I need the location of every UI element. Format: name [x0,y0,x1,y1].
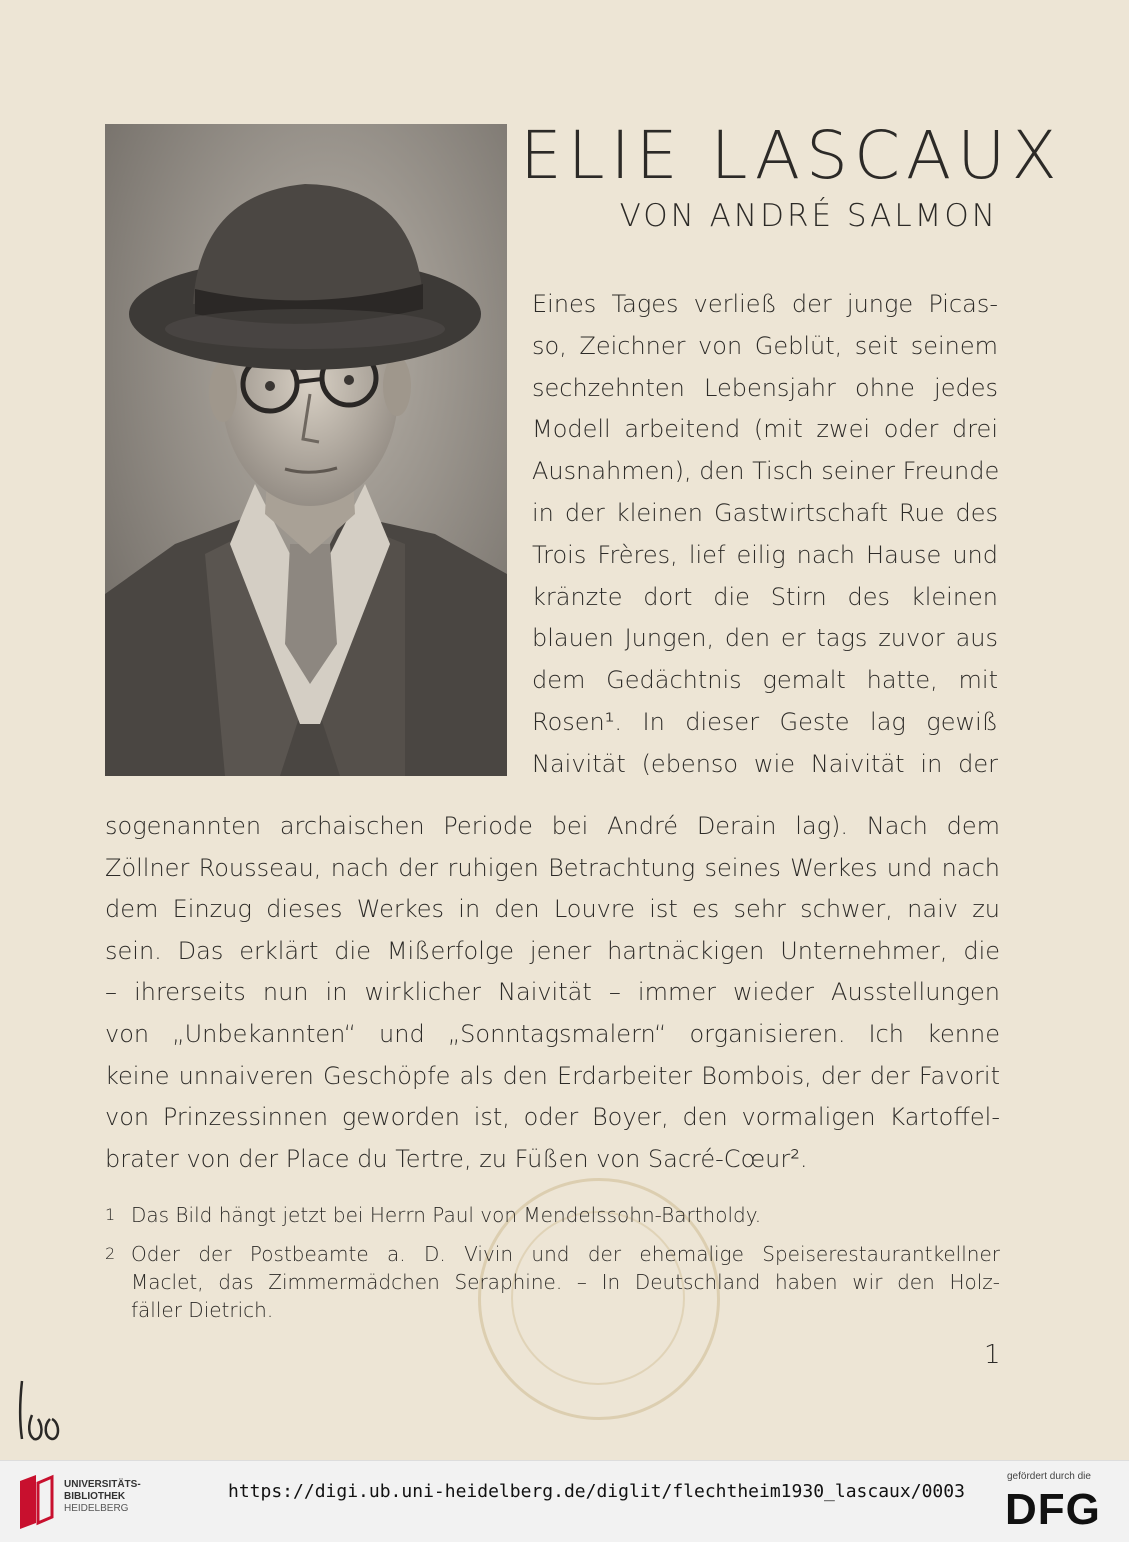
text-line: Eines Tages verließ der junge Picas- [532,290,998,318]
library-name-line: BIBLIOTHEK [64,1491,126,1502]
footnote-line [105,1240,1000,1268]
library-name [64,1479,141,1515]
library-logo-icon [16,1473,56,1529]
text-line: sein. Das erklärt die Mißerfolge jener hartnäckigen Unternehmer, die [105,936,1000,965]
footnote-text: Das Bild hängt jetzt bei Herrn Paul von Mendelssohn-Bartholdy. [131,1203,762,1227]
dfg-logo[interactable]: DFG [1005,1485,1101,1534]
text-line: in der kleinen Gastwirtschaft Rue des [532,498,998,527]
footnote-line: fäller Dietrich. [131,1298,274,1322]
footnote-2 [105,1240,1000,1324]
footnote-marker: 2 [105,1244,116,1263]
text-line: kränzte dort die Stirn des kleinen [532,582,998,611]
portrait-image [105,124,507,776]
footnote-1 [105,1201,1000,1229]
text-line: keine unnaiveren Geschöpfe als den Erdarbeiter Bombois, der der Favorit [105,1061,1000,1090]
library-name-line: HEIDELBERG [64,1503,129,1514]
article-author: VON ANDRÉ SALMON [619,198,998,234]
text-line: Modell arbeitend (mit zwei oder drei [532,415,998,444]
footnote-line: Maclet, das Zimmermädchen Seraphine. – In Deutschland haben wir den Holz- [131,1270,1000,1294]
text-line: so, Zeichner von Geblüt, seit seinem [532,331,998,360]
funding-caption: gefördert durch die [1007,1471,1091,1482]
text-line: von Prinzessinnen geworden ist, oder Boyer, den vormaligen Kartoffel- [105,1103,1000,1132]
footnote-line [105,1201,1000,1229]
text-line: – ihrerseits nun in wirklicher Naivität – immer wieder Ausstellungen [105,978,1000,1007]
text-line: brater von der Place du Tertre, zu Füßen von Sacré-Cœur². [105,1144,808,1173]
full-width-text [105,806,1000,1180]
footnote-marker: 1 [105,1205,116,1224]
article-title: ELIE LASCAUX [520,117,1063,194]
viewer-footer [0,1460,1129,1542]
library-logo[interactable] [16,1471,166,1531]
text-line: Trois Frères, lief eilig nach Hause und [532,540,998,569]
text-line: von „Unbekannten“ und „Sonntagsmalern“ organisieren. Ich kenne [105,1019,1000,1048]
library-name-line: UNIVERSITÄTS- [64,1479,141,1490]
handwritten-mark [14,1375,74,1445]
text-line: Naivität (ebenso wie Naivität in der [532,749,998,778]
text-line: dem Gedächtnis gemalt hatte, mit [532,666,998,695]
page-number: 1 [984,1340,1001,1370]
text-line: dem Einzug dieses Werkes in den Louvre ist es sehr schwer, naiv zu [105,895,1000,924]
text-line: Ausnahmen), den Tisch seiner Freunde [532,457,1000,486]
footnote-text: Oder der Postbeamte a. D. Vivin und der ehemalige Speiserestaurantkellner [131,1242,1000,1266]
text-line: Zöllner Rousseau, nach der ruhigen Betrachtung seines Werkes und nach [105,853,1000,882]
text-line: sogenannten archaischen Periode bei André Derain lag). Nach dem [105,812,1000,840]
text-line: blauen Jungen, den er tags zuvor aus [532,624,998,653]
column-text [532,284,998,786]
text-line: sechzehnten Lebensjahr ohne jedes [532,373,998,402]
portrait-photo [105,124,507,776]
permalink-url[interactable]: https://digi.ub.uni-heidelberg.de/diglit/flechtheim1930_lascaux/0003 [228,1481,965,1502]
text-line: Rosen¹. In dieser Geste lag gewiß [532,707,998,736]
